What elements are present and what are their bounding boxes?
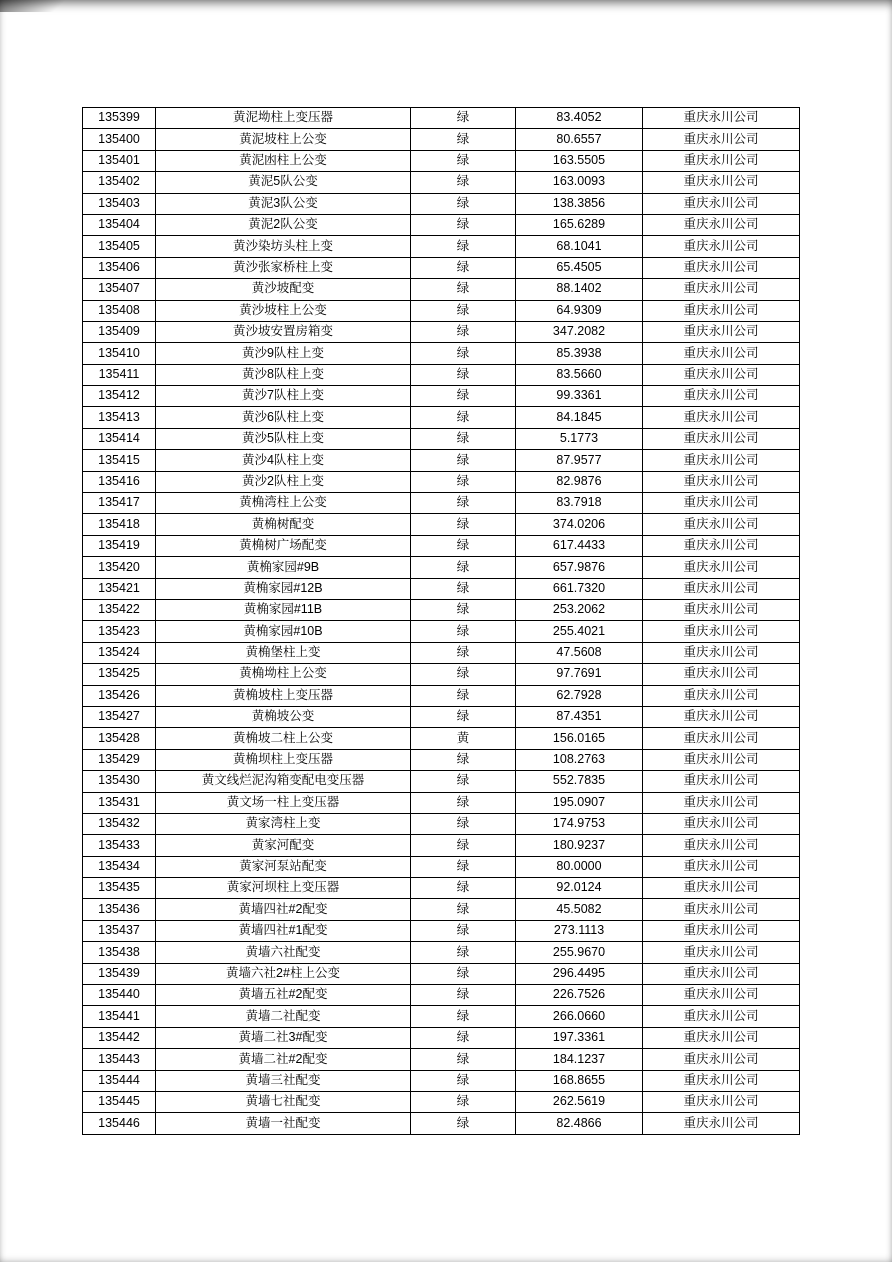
table-row xyxy=(83,386,800,407)
table-row xyxy=(83,321,800,342)
cell-name: 黄沙染坊头柱上变 xyxy=(156,236,411,257)
cell-id: 135446 xyxy=(83,1113,156,1134)
cell-company: 重庆永川公司 xyxy=(643,535,800,556)
cell-load-value: 165.6289 xyxy=(516,214,643,235)
cell-id: 135402 xyxy=(83,172,156,193)
cell-status: 绿 xyxy=(411,364,516,385)
cell-id: 135437 xyxy=(83,920,156,941)
cell-id: 135411 xyxy=(83,364,156,385)
cell-name: 黄沙坡配变 xyxy=(156,279,411,300)
cell-name: 黄沙坡安置房箱变 xyxy=(156,321,411,342)
cell-status: 绿 xyxy=(411,642,516,663)
cell-name: 黄沙5队柱上变 xyxy=(156,428,411,449)
table-row xyxy=(83,685,800,706)
cell-name: 黄墙六社2#柱上公变 xyxy=(156,963,411,984)
cell-status: 绿 xyxy=(411,749,516,770)
cell-status: 绿 xyxy=(411,300,516,321)
cell-company: 重庆永川公司 xyxy=(643,172,800,193)
cell-status: 绿 xyxy=(411,878,516,899)
table-row xyxy=(83,300,800,321)
cell-id: 135431 xyxy=(83,792,156,813)
table-row xyxy=(83,1113,800,1134)
table-row xyxy=(83,1049,800,1070)
cell-company: 重庆永川公司 xyxy=(643,642,800,663)
cell-load-value: 163.5505 xyxy=(516,150,643,171)
cell-load-value: 87.9577 xyxy=(516,450,643,471)
cell-company: 重庆永川公司 xyxy=(643,428,800,449)
cell-status: 绿 xyxy=(411,621,516,642)
cell-status: 绿 xyxy=(411,236,516,257)
cell-name: 黄沙6队柱上变 xyxy=(156,407,411,428)
cell-company: 重庆永川公司 xyxy=(643,878,800,899)
cell-name: 黄墙三社配变 xyxy=(156,1070,411,1091)
cell-id: 135436 xyxy=(83,899,156,920)
cell-name: 黄沙7队柱上变 xyxy=(156,386,411,407)
cell-company: 重庆永川公司 xyxy=(643,1091,800,1112)
cell-name: 黄墙一社配变 xyxy=(156,1113,411,1134)
cell-company: 重庆永川公司 xyxy=(643,129,800,150)
cell-status: 绿 xyxy=(411,129,516,150)
cell-name: 黄泥3队公变 xyxy=(156,193,411,214)
cell-name: 黄桷坝柱上变压器 xyxy=(156,749,411,770)
cell-load-value: 62.7928 xyxy=(516,685,643,706)
cell-name: 黄墙六社配变 xyxy=(156,942,411,963)
cell-status: 绿 xyxy=(411,706,516,727)
cell-status: 绿 xyxy=(411,1091,516,1112)
cell-load-value: 64.9309 xyxy=(516,300,643,321)
cell-load-value: 552.7835 xyxy=(516,771,643,792)
cell-company: 重庆永川公司 xyxy=(643,706,800,727)
cell-load-value: 273.1113 xyxy=(516,920,643,941)
cell-company: 重庆永川公司 xyxy=(643,942,800,963)
cell-name: 黄墙四社#2配变 xyxy=(156,899,411,920)
cell-name: 黄桷树配变 xyxy=(156,514,411,535)
cell-status: 绿 xyxy=(411,963,516,984)
cell-company: 重庆永川公司 xyxy=(643,856,800,877)
cell-name: 黄沙2队柱上变 xyxy=(156,471,411,492)
cell-load-value: 262.5619 xyxy=(516,1091,643,1112)
cell-status: 绿 xyxy=(411,942,516,963)
cell-company: 重庆永川公司 xyxy=(643,386,800,407)
cell-company: 重庆永川公司 xyxy=(643,813,800,834)
cell-company: 重庆永川公司 xyxy=(643,1113,800,1134)
cell-load-value: 138.3856 xyxy=(516,193,643,214)
cell-load-value: 45.5082 xyxy=(516,899,643,920)
cell-name: 黄桷堡柱上变 xyxy=(156,642,411,663)
cell-name: 黄文场一柱上变压器 xyxy=(156,792,411,813)
cell-status: 绿 xyxy=(411,578,516,599)
cell-company: 重庆永川公司 xyxy=(643,193,800,214)
cell-company: 重庆永川公司 xyxy=(643,236,800,257)
cell-status: 绿 xyxy=(411,493,516,514)
cell-name: 黄沙坡柱上公变 xyxy=(156,300,411,321)
cell-id: 135404 xyxy=(83,214,156,235)
cell-name: 黄泥坡柱上公变 xyxy=(156,129,411,150)
cell-company: 重庆永川公司 xyxy=(643,963,800,984)
cell-company: 重庆永川公司 xyxy=(643,407,800,428)
cell-load-value: 82.9876 xyxy=(516,471,643,492)
table-row xyxy=(83,963,800,984)
cell-company: 重庆永川公司 xyxy=(643,214,800,235)
cell-status: 绿 xyxy=(411,321,516,342)
cell-id: 135418 xyxy=(83,514,156,535)
cell-status: 绿 xyxy=(411,1049,516,1070)
table-row xyxy=(83,172,800,193)
cell-load-value: 83.7918 xyxy=(516,493,643,514)
table-row xyxy=(83,899,800,920)
cell-name: 黄墙二社3#配变 xyxy=(156,1027,411,1048)
cell-name: 黄墙四社#1配变 xyxy=(156,920,411,941)
cell-status: 黄 xyxy=(411,728,516,749)
cell-load-value: 83.5660 xyxy=(516,364,643,385)
transformer-table-body xyxy=(83,108,800,1135)
table-row xyxy=(83,1027,800,1048)
cell-id: 135423 xyxy=(83,621,156,642)
table-row xyxy=(83,642,800,663)
table-row xyxy=(83,813,800,834)
table-row xyxy=(83,428,800,449)
cell-id: 135443 xyxy=(83,1049,156,1070)
cell-company: 重庆永川公司 xyxy=(643,557,800,578)
cell-load-value: 65.4505 xyxy=(516,257,643,278)
page-corner-shadow xyxy=(0,0,70,12)
cell-company: 重庆永川公司 xyxy=(643,300,800,321)
cell-load-value: 374.0206 xyxy=(516,514,643,535)
cell-id: 135407 xyxy=(83,279,156,300)
cell-load-value: 174.9753 xyxy=(516,813,643,834)
cell-company: 重庆永川公司 xyxy=(643,621,800,642)
cell-company: 重庆永川公司 xyxy=(643,493,800,514)
cell-status: 绿 xyxy=(411,664,516,685)
cell-id: 135410 xyxy=(83,343,156,364)
table-row xyxy=(83,214,800,235)
table-row xyxy=(83,599,800,620)
cell-load-value: 184.1237 xyxy=(516,1049,643,1070)
cell-load-value: 82.4866 xyxy=(516,1113,643,1134)
cell-load-value: 68.1041 xyxy=(516,236,643,257)
cell-id: 135444 xyxy=(83,1070,156,1091)
table-row xyxy=(83,920,800,941)
table-row xyxy=(83,108,800,129)
table-row xyxy=(83,150,800,171)
cell-status: 绿 xyxy=(411,386,516,407)
cell-name: 黄墙五社#2配变 xyxy=(156,985,411,1006)
cell-status: 绿 xyxy=(411,899,516,920)
cell-load-value: 84.1845 xyxy=(516,407,643,428)
cell-name: 黄桷家园#9B xyxy=(156,557,411,578)
table-row xyxy=(83,792,800,813)
cell-status: 绿 xyxy=(411,450,516,471)
cell-company: 重庆永川公司 xyxy=(643,685,800,706)
table-row xyxy=(83,407,800,428)
cell-status: 绿 xyxy=(411,108,516,129)
cell-id: 135440 xyxy=(83,985,156,1006)
cell-status: 绿 xyxy=(411,257,516,278)
cell-status: 绿 xyxy=(411,172,516,193)
cell-status: 绿 xyxy=(411,835,516,856)
cell-company: 重庆永川公司 xyxy=(643,920,800,941)
cell-id: 135413 xyxy=(83,407,156,428)
cell-company: 重庆永川公司 xyxy=(643,792,800,813)
cell-load-value: 617.4433 xyxy=(516,535,643,556)
cell-name: 黄墙二社配变 xyxy=(156,1006,411,1027)
table-row xyxy=(83,493,800,514)
cell-load-value: 5.1773 xyxy=(516,428,643,449)
cell-status: 绿 xyxy=(411,343,516,364)
cell-company: 重庆永川公司 xyxy=(643,599,800,620)
cell-id: 135433 xyxy=(83,835,156,856)
cell-id: 135408 xyxy=(83,300,156,321)
cell-id: 135422 xyxy=(83,599,156,620)
table-row xyxy=(83,856,800,877)
cell-load-value: 266.0660 xyxy=(516,1006,643,1027)
cell-company: 重庆永川公司 xyxy=(643,1006,800,1027)
cell-status: 绿 xyxy=(411,535,516,556)
cell-company: 重庆永川公司 xyxy=(643,257,800,278)
cell-load-value: 156.0165 xyxy=(516,728,643,749)
cell-id: 135416 xyxy=(83,471,156,492)
cell-id: 135424 xyxy=(83,642,156,663)
table-row xyxy=(83,835,800,856)
table-row xyxy=(83,878,800,899)
table-row xyxy=(83,1091,800,1112)
table-row xyxy=(83,706,800,727)
cell-load-value: 168.8655 xyxy=(516,1070,643,1091)
cell-id: 135445 xyxy=(83,1091,156,1112)
cell-name: 黄家河配变 xyxy=(156,835,411,856)
cell-name: 黄桷家园#11B xyxy=(156,599,411,620)
cell-name: 黄桷坡柱上变压器 xyxy=(156,685,411,706)
cell-load-value: 97.7691 xyxy=(516,664,643,685)
cell-company: 重庆永川公司 xyxy=(643,728,800,749)
cell-load-value: 661.7320 xyxy=(516,578,643,599)
cell-company: 重庆永川公司 xyxy=(643,1070,800,1091)
cell-load-value: 195.0907 xyxy=(516,792,643,813)
cell-company: 重庆永川公司 xyxy=(643,471,800,492)
cell-id: 135403 xyxy=(83,193,156,214)
cell-id: 135400 xyxy=(83,129,156,150)
cell-id: 135401 xyxy=(83,150,156,171)
cell-name: 黄泥坳柱上变压器 xyxy=(156,108,411,129)
table-row xyxy=(83,364,800,385)
cell-name: 黄家河泵站配变 xyxy=(156,856,411,877)
table-row xyxy=(83,621,800,642)
cell-load-value: 197.3361 xyxy=(516,1027,643,1048)
cell-status: 绿 xyxy=(411,407,516,428)
cell-name: 黄桷湾柱上公变 xyxy=(156,493,411,514)
cell-id: 135430 xyxy=(83,771,156,792)
cell-status: 绿 xyxy=(411,1113,516,1134)
cell-load-value: 296.4495 xyxy=(516,963,643,984)
cell-status: 绿 xyxy=(411,150,516,171)
transformer-table xyxy=(82,107,800,1135)
cell-load-value: 47.5608 xyxy=(516,642,643,663)
cell-load-value: 88.1402 xyxy=(516,279,643,300)
cell-load-value: 347.2082 xyxy=(516,321,643,342)
cell-name: 黄桷坡二柱上公变 xyxy=(156,728,411,749)
cell-id: 135417 xyxy=(83,493,156,514)
table-row xyxy=(83,450,800,471)
cell-load-value: 108.2763 xyxy=(516,749,643,770)
cell-status: 绿 xyxy=(411,471,516,492)
table-row xyxy=(83,771,800,792)
cell-name: 黄桷坡公变 xyxy=(156,706,411,727)
cell-status: 绿 xyxy=(411,279,516,300)
cell-id: 135419 xyxy=(83,535,156,556)
cell-company: 重庆永川公司 xyxy=(643,899,800,920)
cell-id: 135421 xyxy=(83,578,156,599)
cell-load-value: 99.3361 xyxy=(516,386,643,407)
cell-id: 135432 xyxy=(83,813,156,834)
cell-company: 重庆永川公司 xyxy=(643,749,800,770)
cell-id: 135399 xyxy=(83,108,156,129)
cell-id: 135427 xyxy=(83,706,156,727)
table-row xyxy=(83,728,800,749)
cell-company: 重庆永川公司 xyxy=(643,321,800,342)
table-row xyxy=(83,535,800,556)
cell-status: 绿 xyxy=(411,557,516,578)
cell-company: 重庆永川公司 xyxy=(643,450,800,471)
cell-id: 135442 xyxy=(83,1027,156,1048)
cell-id: 135406 xyxy=(83,257,156,278)
cell-status: 绿 xyxy=(411,599,516,620)
table-row xyxy=(83,985,800,1006)
cell-status: 绿 xyxy=(411,813,516,834)
cell-name: 黄泥2队公变 xyxy=(156,214,411,235)
cell-id: 135429 xyxy=(83,749,156,770)
table-row xyxy=(83,193,800,214)
cell-id: 135412 xyxy=(83,386,156,407)
cell-load-value: 80.6557 xyxy=(516,129,643,150)
cell-status: 绿 xyxy=(411,985,516,1006)
cell-id: 135438 xyxy=(83,942,156,963)
table-row xyxy=(83,471,800,492)
cell-name: 黄桷坳柱上公变 xyxy=(156,664,411,685)
cell-company: 重庆永川公司 xyxy=(643,985,800,1006)
cell-id: 135426 xyxy=(83,685,156,706)
cell-name: 黄泥5队公变 xyxy=(156,172,411,193)
cell-status: 绿 xyxy=(411,920,516,941)
cell-id: 135434 xyxy=(83,856,156,877)
cell-company: 重庆永川公司 xyxy=(643,771,800,792)
table-row xyxy=(83,1070,800,1091)
cell-name: 黄沙4队柱上变 xyxy=(156,450,411,471)
cell-name: 黄沙9队柱上变 xyxy=(156,343,411,364)
cell-status: 绿 xyxy=(411,792,516,813)
cell-company: 重庆永川公司 xyxy=(643,150,800,171)
cell-id: 135425 xyxy=(83,664,156,685)
cell-company: 重庆永川公司 xyxy=(643,664,800,685)
table-row xyxy=(83,514,800,535)
table-row xyxy=(83,257,800,278)
cell-company: 重庆永川公司 xyxy=(643,514,800,535)
cell-load-value: 657.9876 xyxy=(516,557,643,578)
cell-load-value: 80.0000 xyxy=(516,856,643,877)
cell-name: 黄沙张家桥柱上变 xyxy=(156,257,411,278)
cell-name: 黄泥凼柱上公变 xyxy=(156,150,411,171)
cell-company: 重庆永川公司 xyxy=(643,364,800,385)
cell-id: 135428 xyxy=(83,728,156,749)
cell-company: 重庆永川公司 xyxy=(643,343,800,364)
table-row xyxy=(83,942,800,963)
cell-load-value: 87.4351 xyxy=(516,706,643,727)
table-row xyxy=(83,279,800,300)
cell-status: 绿 xyxy=(411,214,516,235)
cell-status: 绿 xyxy=(411,1027,516,1048)
cell-name: 黄墙七社配变 xyxy=(156,1091,411,1112)
cell-name: 黄文线烂泥沟箱变配电变压器 xyxy=(156,771,411,792)
table-row xyxy=(83,664,800,685)
cell-status: 绿 xyxy=(411,193,516,214)
cell-status: 绿 xyxy=(411,685,516,706)
cell-status: 绿 xyxy=(411,856,516,877)
cell-id: 135420 xyxy=(83,557,156,578)
table-row xyxy=(83,129,800,150)
cell-load-value: 83.4052 xyxy=(516,108,643,129)
cell-company: 重庆永川公司 xyxy=(643,1027,800,1048)
cell-id: 135441 xyxy=(83,1006,156,1027)
cell-name: 黄家河坝柱上变压器 xyxy=(156,878,411,899)
cell-company: 重庆永川公司 xyxy=(643,578,800,599)
cell-name: 黄桷树广场配变 xyxy=(156,535,411,556)
table-row xyxy=(83,749,800,770)
cell-load-value: 255.9670 xyxy=(516,942,643,963)
cell-status: 绿 xyxy=(411,1070,516,1091)
table-row xyxy=(83,1006,800,1027)
cell-id: 135405 xyxy=(83,236,156,257)
cell-status: 绿 xyxy=(411,428,516,449)
cell-name: 黄家湾柱上变 xyxy=(156,813,411,834)
table-row xyxy=(83,578,800,599)
table-row xyxy=(83,557,800,578)
cell-id: 135414 xyxy=(83,428,156,449)
cell-load-value: 226.7526 xyxy=(516,985,643,1006)
cell-company: 重庆永川公司 xyxy=(643,108,800,129)
cell-load-value: 255.4021 xyxy=(516,621,643,642)
cell-status: 绿 xyxy=(411,1006,516,1027)
cell-load-value: 163.0093 xyxy=(516,172,643,193)
cell-name: 黄墙二社#2配变 xyxy=(156,1049,411,1070)
cell-status: 绿 xyxy=(411,514,516,535)
cell-id: 135415 xyxy=(83,450,156,471)
cell-status: 绿 xyxy=(411,771,516,792)
cell-company: 重庆永川公司 xyxy=(643,279,800,300)
cell-load-value: 253.2062 xyxy=(516,599,643,620)
table-row xyxy=(83,343,800,364)
cell-load-value: 85.3938 xyxy=(516,343,643,364)
cell-name: 黄沙8队柱上变 xyxy=(156,364,411,385)
cell-id: 135435 xyxy=(83,878,156,899)
cell-id: 135439 xyxy=(83,963,156,984)
cell-name: 黄桷家园#10B xyxy=(156,621,411,642)
cell-company: 重庆永川公司 xyxy=(643,1049,800,1070)
cell-company: 重庆永川公司 xyxy=(643,835,800,856)
cell-id: 135409 xyxy=(83,321,156,342)
cell-load-value: 92.0124 xyxy=(516,878,643,899)
cell-load-value: 180.9237 xyxy=(516,835,643,856)
cell-name: 黄桷家园#12B xyxy=(156,578,411,599)
table-row xyxy=(83,236,800,257)
